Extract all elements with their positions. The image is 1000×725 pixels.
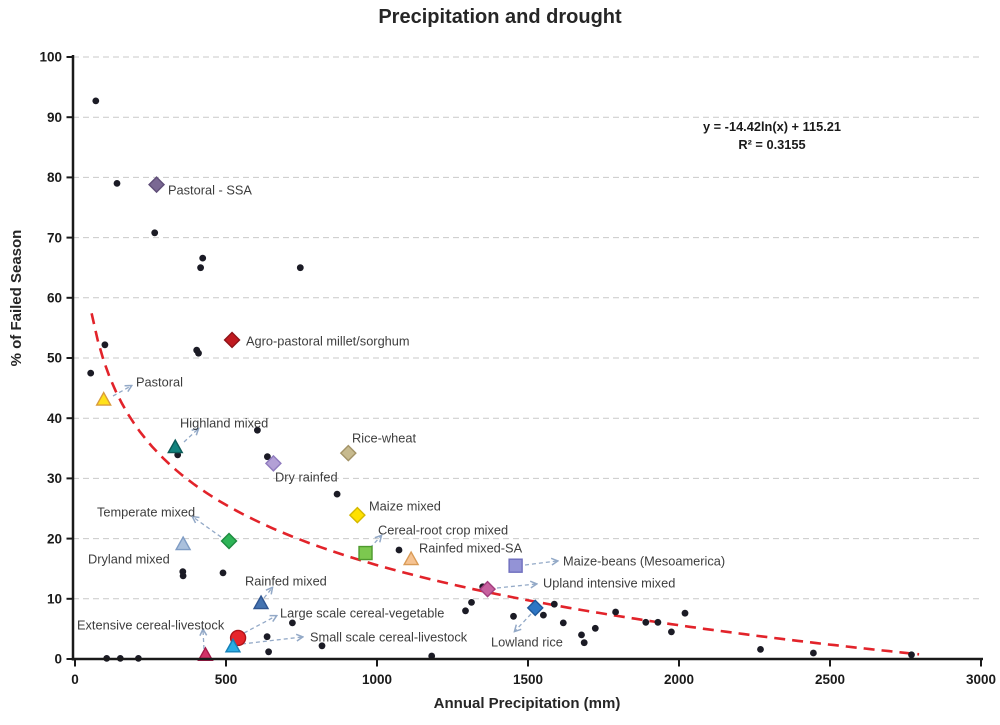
marker-temperate-mixed [222, 534, 237, 549]
data-point [642, 619, 649, 626]
data-point [195, 350, 202, 357]
label-rainfed-mixed-sa: Rainfed mixed-SA [419, 540, 523, 556]
marker-lowland-rice [528, 600, 543, 615]
callout-arrow-maize-beans-mesoamerica [525, 561, 557, 565]
label-maize-beans-mesoamerica: Maize-beans (Mesoamerica) [563, 553, 726, 569]
chart-title: Precipitation and drought [378, 6, 622, 28]
label-temperate-mixed: Temperate mixed [97, 504, 196, 520]
label-dry-rainfed: Dry rainfed [275, 469, 338, 485]
x-tick-1500: 1500 [512, 672, 544, 687]
data-point [668, 629, 675, 636]
data-point [92, 98, 99, 105]
equation-text: y = -14.42ln(x) + 115.21 [702, 119, 842, 134]
y-tick-40: 40 [46, 410, 62, 426]
data-point [810, 650, 817, 657]
x-tick-1000: 1000 [361, 672, 393, 687]
marker-pastoral-ssa [149, 177, 164, 192]
x-tick-500: 500 [214, 672, 238, 687]
tick-marks [67, 57, 982, 667]
x-tick-labels [71, 672, 996, 687]
data-point [540, 612, 547, 619]
data-point [612, 609, 619, 616]
y-tick-labels [39, 50, 62, 667]
marker-rainfed-mixed [254, 596, 268, 609]
callout-arrow-small-scale-cereal-livestock [242, 637, 302, 644]
data-point [180, 573, 187, 580]
data-point [151, 229, 158, 236]
marker-cereal-root-crop-mixed [359, 547, 372, 560]
label-large-scale-cereal-vegetable: Large scale cereal-vegetable [280, 605, 445, 621]
label-rainfed-mixed: Rainfed mixed [245, 573, 327, 589]
y-tick-20: 20 [46, 531, 62, 547]
x-tick-0: 0 [71, 672, 79, 687]
marker-rice-wheat [341, 446, 356, 461]
marker-rainfed-mixed-sa [404, 552, 418, 565]
gridlines [73, 57, 981, 599]
y-tick-70: 70 [46, 230, 62, 246]
x-tick-3000: 3000 [965, 672, 997, 687]
callout-arrow-upland-intensive-mixed [497, 584, 536, 588]
data-point [560, 620, 567, 627]
callout-arrow-extensive-cereal-livestock [203, 630, 204, 649]
y-tick-100: 100 [39, 49, 62, 65]
label-agro-pastoral-millet-sorghum: Agro-pastoral millet/sorghum [246, 333, 410, 349]
marker-maize-beans-mesoamerica [509, 559, 522, 572]
data-point [578, 632, 585, 639]
data-point [114, 180, 121, 187]
callout-arrow-highland-mixed [184, 429, 198, 442]
callout-arrow-rainfed-mixed [264, 588, 272, 598]
label-cereal-root-crop-mixed: Cereal-root crop mixed [378, 522, 509, 538]
data-point [468, 599, 475, 606]
x-tick-2000: 2000 [663, 672, 695, 687]
data-point [655, 619, 662, 626]
callout-arrow-temperate-mixed [193, 517, 221, 537]
data-point [264, 633, 271, 640]
label-small-scale-cereal-livestock: Small scale cereal-livestock [310, 629, 468, 645]
label-upland-intensive-mixed: Upland intensive mixed [543, 575, 676, 591]
label-extensive-cereal-livestock: Extensive cereal-livestock [77, 617, 225, 633]
label-rice-wheat: Rice-wheat [352, 430, 417, 446]
y-tick-50: 50 [46, 350, 62, 366]
data-point [334, 491, 341, 498]
y-tick-80: 80 [46, 170, 62, 186]
marker-pastoral [97, 393, 111, 406]
data-point [197, 264, 204, 271]
label-dryland-mixed: Dryland mixed [88, 551, 170, 567]
y-tick-0: 0 [54, 651, 62, 667]
trend-line [92, 313, 920, 654]
data-point [289, 620, 296, 627]
data-point [592, 625, 599, 632]
data-point [682, 610, 689, 617]
data-point [510, 613, 517, 620]
data-point [462, 607, 469, 614]
data-point [757, 646, 764, 653]
y-tick-90: 90 [46, 109, 62, 125]
label-pastoral: Pastoral [136, 374, 183, 390]
data-point [297, 264, 304, 271]
y-tick-30: 30 [46, 471, 62, 487]
y-tick-10: 10 [46, 591, 62, 607]
label-highland-mixed: Highland mixed [180, 415, 269, 431]
label-lowland-rice: Lowland rice [491, 634, 563, 650]
data-point [396, 547, 403, 554]
callout-arrow-lowland-rice [515, 614, 531, 631]
data-point [908, 651, 915, 658]
marker-maize-mixed [350, 508, 365, 523]
y-tick-60: 60 [46, 290, 62, 306]
x-tick-2500: 2500 [814, 672, 846, 687]
label-maize-mixed: Maize mixed [369, 498, 441, 514]
r-squared-text: R² = 0.3155 [738, 137, 806, 152]
marker-agro-pastoral-millet-sorghum [225, 332, 240, 347]
point-labels [77, 182, 725, 649]
marker-highland-mixed [168, 440, 182, 453]
data-point [581, 639, 588, 646]
data-point [220, 570, 227, 577]
x-axis-title: Annual Precipitation (mm) [433, 695, 621, 712]
trend-equation [703, 119, 841, 152]
data-point [551, 601, 558, 608]
data-point [199, 255, 206, 262]
data-point [265, 648, 272, 655]
label-pastoral-ssa: Pastoral - SSA [168, 182, 252, 198]
data-point [87, 370, 94, 377]
callout-arrow-large-scale-cereal-vegetable [244, 616, 276, 633]
y-axis-title: % of Failed Season [8, 229, 25, 367]
data-point [102, 341, 109, 348]
